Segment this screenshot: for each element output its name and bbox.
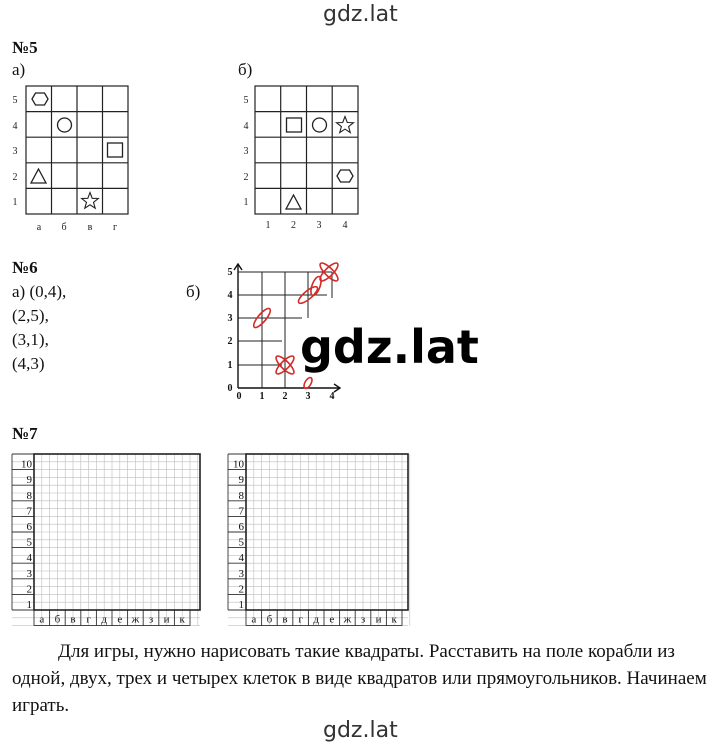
row-label: 2 — [243, 172, 249, 183]
ex6-a-line: (3,1), — [12, 330, 49, 349]
square-icon — [287, 118, 302, 132]
row-label: 1 — [26, 599, 32, 611]
ex5-grid-b — [230, 80, 370, 235]
row-label: 6 — [238, 521, 244, 533]
y-tick: 2 — [227, 336, 233, 347]
ex6-a-label: а) (0,4), — [12, 282, 67, 301]
row-label: 7 — [238, 505, 244, 518]
row-label: 3 — [26, 567, 32, 580]
square-icon — [108, 143, 123, 157]
triangle-icon — [31, 169, 46, 183]
x-tick: 3 — [305, 391, 311, 402]
col-label: г — [86, 613, 91, 626]
row-label: 10 — [21, 458, 32, 471]
row-label: 5 — [26, 536, 32, 549]
row-label: 5 — [238, 536, 244, 549]
ex5-a-label: а) — [12, 60, 26, 79]
row-label: 2 — [238, 583, 244, 596]
row-label: 2 — [26, 583, 32, 596]
star-icon — [337, 117, 354, 133]
col-label: б — [266, 613, 273, 626]
row-label: 9 — [238, 474, 244, 487]
row-label: 3 — [238, 567, 244, 580]
triangle-icon — [286, 195, 301, 209]
star-icon — [82, 193, 99, 209]
col-label: 3 — [316, 220, 322, 231]
col-label: в — [87, 222, 93, 233]
col-label: ж — [131, 613, 140, 626]
row-label: 2 — [12, 172, 18, 183]
circle-icon — [313, 118, 327, 132]
ex6-b-label: б) — [186, 282, 201, 301]
col-label: и — [163, 613, 170, 626]
row-label: 4 — [243, 121, 249, 132]
col-label: ж — [343, 613, 352, 626]
circle-icon — [58, 118, 72, 132]
col-label: к — [179, 613, 185, 626]
row-label: 3 — [243, 146, 249, 157]
row-label: 1 — [243, 197, 249, 208]
y-tick: 0 — [227, 383, 233, 394]
battleship-grid-right — [226, 448, 416, 633]
ex6-a-line: (2,5), — [12, 306, 49, 325]
col-label: а — [39, 613, 45, 626]
col-label: з — [148, 613, 154, 626]
row-label: 5 — [243, 95, 249, 106]
row-label: 4 — [26, 552, 32, 565]
row-label: 9 — [26, 474, 32, 487]
col-label: г — [112, 222, 118, 233]
col-label: б — [54, 613, 61, 626]
y-tick: 4 — [227, 290, 233, 301]
ex6-title: №6 — [12, 258, 38, 277]
ex5-grid-a — [0, 80, 140, 235]
col-label: 4 — [342, 220, 348, 231]
col-label: д — [313, 613, 320, 626]
row-label: 1 — [238, 599, 244, 611]
col-label: в — [70, 613, 76, 626]
row-label: 3 — [12, 146, 18, 157]
col-label: д — [101, 613, 108, 626]
col-label: г — [298, 613, 303, 626]
col-label: в — [282, 613, 288, 626]
col-label: е — [329, 613, 335, 626]
ex7-paragraph: Для игры, нужно нарисовать такие квадраты. Расставить на поле корабли из одной, двух, трех и четырех клеток в виде квадратов или прямоугольников. Начинаем играть. — [12, 641, 707, 716]
hexagon-icon — [32, 93, 48, 105]
col-label: 2 — [291, 220, 296, 231]
y-tick: 1 — [227, 360, 233, 371]
y-tick: 3 — [227, 313, 233, 324]
row-label: 6 — [26, 521, 32, 533]
watermark-bottom: gdz.lat — [323, 718, 398, 743]
x-tick: 1 — [259, 391, 265, 402]
x-tick: 0 — [236, 391, 242, 402]
row-label: 10 — [233, 458, 244, 471]
row-label: 7 — [26, 505, 32, 518]
col-label: з — [360, 613, 366, 626]
col-label: а — [251, 613, 257, 626]
row-label: 4 — [12, 121, 18, 132]
battleship-grid-left — [10, 448, 210, 633]
x-tick: 2 — [282, 391, 288, 402]
col-label: б — [61, 222, 67, 233]
col-label: 1 — [265, 220, 271, 231]
row-label: 8 — [238, 489, 244, 502]
ex7-title: №7 — [12, 424, 38, 443]
row-label: 5 — [12, 95, 18, 106]
watermark-top: gdz.lat — [323, 2, 398, 27]
hexagon-icon — [337, 170, 353, 182]
ex5-b-label: б) — [238, 60, 253, 79]
x-tick: 4 — [329, 391, 335, 402]
row-label: 8 — [26, 489, 32, 502]
y-tick: 5 — [227, 267, 233, 278]
col-label: к — [391, 613, 397, 626]
watermark-middle: gdz.lat — [300, 320, 479, 374]
ex6-a-line: (4,3) — [12, 354, 45, 373]
row-label: 4 — [238, 552, 244, 565]
row-label: 1 — [12, 197, 18, 208]
col-label: и — [375, 613, 382, 626]
col-label: е — [117, 613, 123, 626]
ex5-title: №5 — [12, 38, 38, 57]
col-label: а — [36, 222, 42, 233]
